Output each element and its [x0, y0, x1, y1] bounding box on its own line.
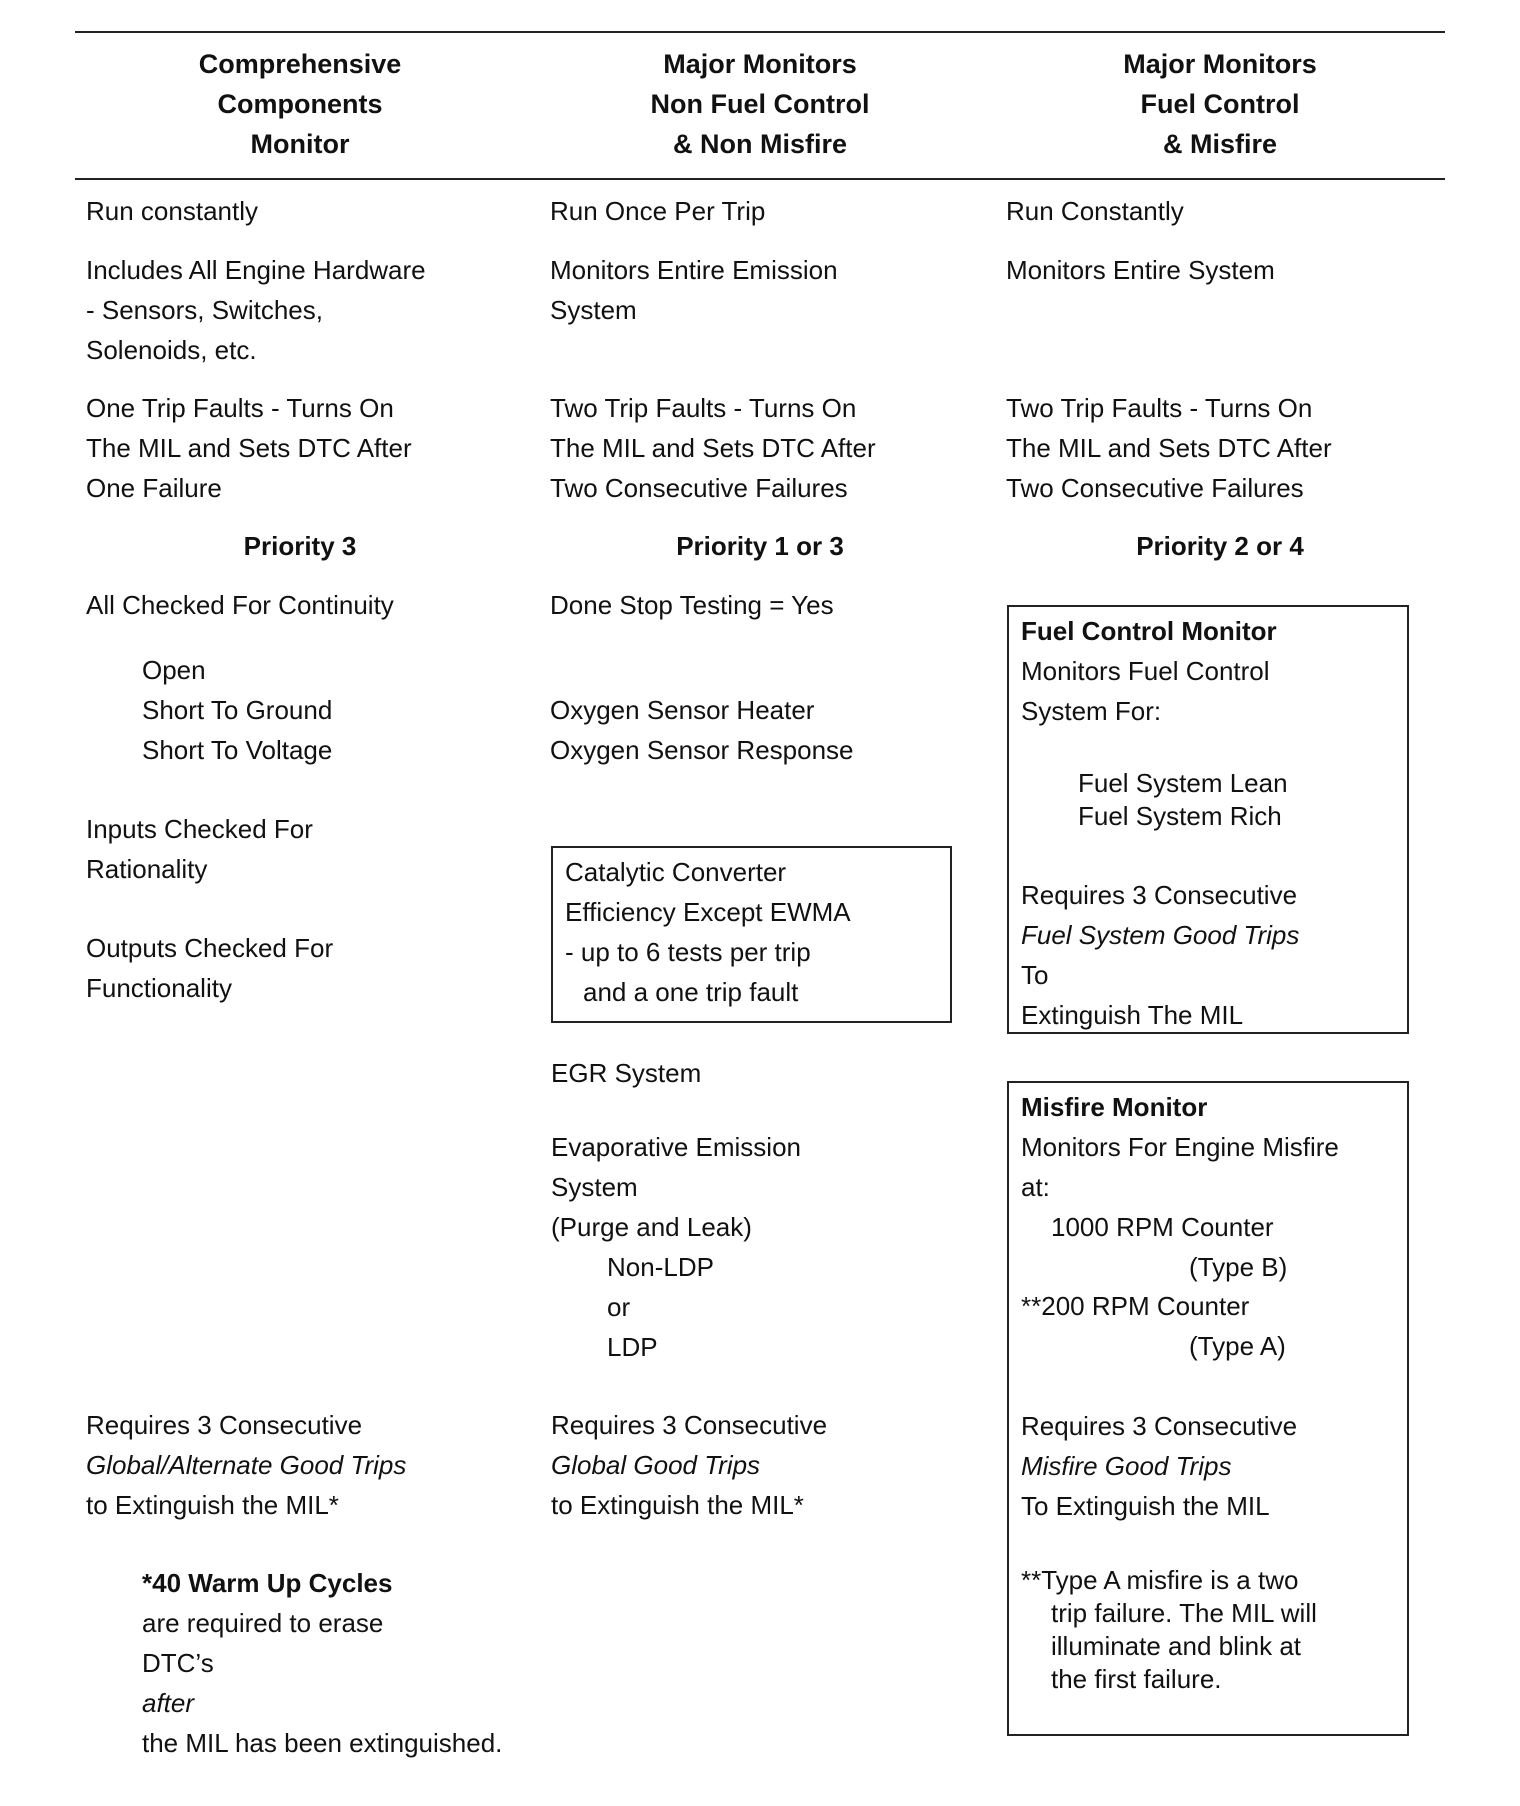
footnote-text: are required to erase [142, 1608, 384, 1638]
text-line: Short To Ground [142, 695, 333, 725]
fuel-control-monitor-box [1007, 605, 1409, 1034]
fuel-box-title: Fuel Control Monitor [1021, 616, 1277, 646]
col3-faults [1006, 388, 1332, 508]
good-trips-text: Global/Alternate Good Trips [86, 1450, 407, 1480]
col1-run: Run constantly [86, 196, 258, 226]
text-line: Evaporative Emission [551, 1132, 801, 1162]
text-line: Open [142, 655, 206, 685]
top-rule [75, 31, 1445, 33]
text-line: Two Trip Faults - Turns On [550, 393, 857, 423]
text-line: Catalytic Converter [565, 857, 787, 887]
text-line: LDP [607, 1332, 658, 1362]
col1-includes [86, 250, 426, 370]
catalytic-text [565, 852, 851, 1012]
text-line: Efficiency Except EWMA [565, 897, 851, 927]
text-line: Requires 3 Consecutive [1021, 880, 1298, 910]
text-line: Fuel System Lean [1078, 768, 1288, 798]
header-line: Major Monitors [663, 49, 857, 79]
header-non-fuel [535, 44, 985, 164]
col2-monitors [550, 250, 838, 330]
text-line: (Purge and Leak) [551, 1212, 752, 1242]
misfire-box-title: Misfire Monitor [1021, 1092, 1208, 1122]
col3-monitors: Monitors Entire System [1006, 255, 1275, 285]
col2-run: Run Once Per Trip [550, 196, 766, 226]
text-line: System [551, 1172, 638, 1202]
col2-priority: Priority 1 or 3 [676, 531, 844, 561]
text-line: Fuel System Rich [1078, 801, 1282, 831]
col1-continuity: All Checked For Continuity [86, 590, 394, 620]
text-line: Inputs Checked For [86, 814, 313, 844]
header-line: Fuel Control [1140, 89, 1300, 119]
header-rule [75, 178, 1445, 180]
text-line: Two Consecutive Failures [550, 473, 848, 503]
text-line: trip failure. The MIL will [1051, 1598, 1317, 1628]
good-trips-text: Global Good Trips [551, 1450, 761, 1480]
misfire-type-a: (Type A) [1189, 1331, 1286, 1361]
text-line: illuminate and blink at [1051, 1631, 1302, 1661]
text-line: Requires 3 Consecutive [1021, 1411, 1298, 1441]
footnote-bold: *40 Warm Up Cycles [142, 1568, 393, 1598]
col3-priority: Priority 2 or 4 [1136, 531, 1304, 561]
col2-egr: EGR System [551, 1058, 702, 1088]
footnote-line-1 [142, 1563, 502, 1643]
header-line: Monitor [250, 129, 350, 159]
misfire-box-requires [1021, 1406, 1297, 1526]
text-line: - Sensors, Switches, [86, 295, 323, 325]
to-text: To [1021, 960, 1049, 990]
col2-done-stop: Done Stop Testing = Yes [550, 590, 834, 620]
text-line: the first failure. [1051, 1664, 1222, 1694]
text-line: Monitors For Engine Misfire [1021, 1132, 1339, 1162]
text-line: The MIL and Sets DTC After [1006, 433, 1332, 463]
text-line: Outputs Checked For [86, 933, 334, 963]
footnote-text: DTC’s [142, 1648, 214, 1678]
text-line: The MIL and Sets DTC After [86, 433, 412, 463]
text-line: Two Consecutive Failures [1006, 473, 1304, 503]
col1-priority: Priority 3 [243, 531, 357, 561]
text-line: Monitors Fuel Control [1021, 656, 1270, 686]
col2-evap-options [607, 1247, 714, 1367]
text-line: Two Trip Faults - Turns On [1006, 393, 1313, 423]
text-line: Includes All Engine Hardware [86, 255, 426, 285]
col2-evap [551, 1127, 801, 1247]
text-line: The MIL and Sets DTC After [550, 433, 876, 463]
text-line: One Trip Faults - Turns On [86, 393, 394, 423]
fuel-box-items [1078, 767, 1288, 833]
misfire-box-desc [1021, 1127, 1339, 1207]
header-line: & Misfire [1162, 129, 1278, 159]
text-line: and a one trip fault [583, 977, 799, 1007]
text-line: Monitors Entire Emission [550, 255, 838, 285]
fuel-box-requires [1021, 875, 1299, 1035]
text-line: Extinguish The MIL [1021, 1000, 1244, 1030]
header-line: Components [217, 89, 383, 119]
text-line: System [550, 295, 637, 325]
text-line: Requires 3 Consecutive [86, 1410, 363, 1440]
footnote-italic: after [142, 1688, 195, 1718]
good-trips-text: Misfire Good Trips [1021, 1451, 1232, 1481]
col1-outputs [86, 928, 333, 1008]
col2-requires [551, 1405, 827, 1525]
text-line: Functionality [86, 973, 232, 1003]
text-line: to Extinguish the MIL* [86, 1490, 339, 1520]
col3-run: Run Constantly [1006, 196, 1184, 226]
header-line: Major Monitors [1123, 49, 1317, 79]
misfire-counter-1000: 1000 RPM Counter [1051, 1212, 1274, 1242]
text-line: Oxygen Sensor Response [550, 735, 854, 765]
col1-checks [142, 650, 332, 770]
text-line: or [607, 1292, 631, 1322]
text-line: System For: [1021, 696, 1162, 726]
text-line: Oxygen Sensor Heater [550, 695, 815, 725]
header-line: & Non Misfire [672, 129, 847, 159]
text-line: Requires 3 Consecutive [551, 1410, 828, 1440]
text-line: Rationality [86, 854, 208, 884]
col1-requires [86, 1405, 406, 1525]
text-line: Non-LDP [607, 1252, 714, 1282]
text-line [1021, 915, 1299, 995]
text-line: **Type A misfire is a two [1021, 1565, 1299, 1595]
text-line: Solenoids, etc. [86, 335, 257, 365]
text-line: to Extinguish the MIL* [551, 1490, 804, 1520]
col2-oxygen [550, 690, 854, 770]
text-line: Short To Voltage [142, 735, 333, 765]
text-line: at: [1021, 1172, 1050, 1202]
header-fuel [995, 44, 1445, 164]
footnote-line-2 [142, 1643, 502, 1763]
misfire-monitor-box [1007, 1081, 1409, 1736]
col1-faults [86, 388, 412, 508]
footnote-text: the MIL has been extinguished. [142, 1728, 503, 1758]
good-trips-text: Fuel System Good Trips [1021, 920, 1300, 950]
col1-inputs [86, 809, 313, 889]
text-line: - up to 6 tests per trip [565, 937, 811, 967]
misfire-type-b: (Type B) [1189, 1252, 1288, 1282]
text-line: To Extinguish the MIL [1021, 1491, 1270, 1521]
col2-faults [550, 388, 876, 508]
header-comprehensive [75, 44, 525, 164]
catalytic-converter-box [551, 846, 952, 1023]
misfire-counter-200: **200 RPM Counter [1021, 1291, 1250, 1321]
header-line: Non Fuel Control [650, 89, 870, 119]
footnote [142, 1563, 502, 1763]
text-line: One Failure [86, 473, 222, 503]
header-line: Comprehensive [198, 49, 402, 79]
fuel-box-desc [1021, 651, 1270, 731]
misfire-box-note [1021, 1564, 1317, 1696]
